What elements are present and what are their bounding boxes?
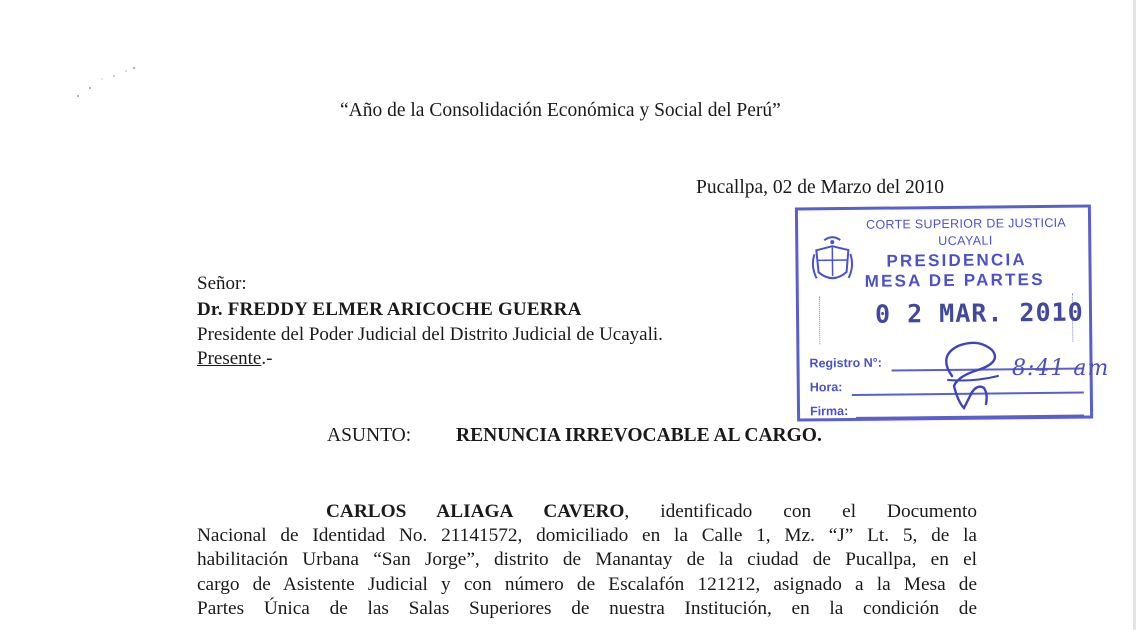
presente-suffix: .- [261,348,273,369]
sender-name: CARLOS ALIAGA CAVERO [326,501,625,522]
stamp-field-registro: Registro N°: [809,355,882,371]
subject-text: RENUNCIA IRREVOCABLE AL CARGO. [456,425,822,446]
stamp-office-mesa-de-partes: MESA DE PARTES [864,269,1045,291]
subject-label: ASUNTO: [327,425,412,446]
stamp-field-firma: Firma: [809,404,849,419]
presente-word: Presente [197,348,262,369]
year-motto: “Año de la Consolidación Económica y Social del Perú” [340,100,781,121]
salutation: Señor: [197,273,247,294]
stamp-received-date: 0 2 MAR. 2010 [874,297,1084,329]
body-line-4: cargo de Asistente Judicial y con número de Escalafón 121212, asignado a la Mesa de [197,573,977,595]
presente-line [197,348,272,370]
stamp-office-presidencia: PRESIDENCIA [886,250,1027,271]
date-line: Pucallpa, 02 de Marzo del 2010 [696,177,945,198]
body-line-3: habilitación Urbana “San Jorge”, distrito de Manantay de la ciudad de Pucallpa, en el [197,549,977,571]
body-line-2: Nacional de Identidad No. 21141572, domiciliado en la Calle 1, Mz. “J” Lt. 5, de la [197,525,977,547]
scan-specks [74,62,144,102]
stamp-region: UCAYALI [938,233,993,249]
stamp-field-hora: Hora: [809,380,843,395]
body-line-5: Partes Única de las Salas Superiores de nuestra Institución, en la condición de [197,597,977,619]
page-edge-shadow [1133,0,1136,630]
stamp-court: CORTE SUPERIOR DE JUSTICIA [865,215,1067,232]
handwritten-time: 8:41 am [1012,356,1110,381]
body-line-1 [197,500,977,524]
body-line-1-rest: , identificado con el Documento [624,501,977,522]
addressee-position: Presidente del Poder Judicial del Distrito Judicial de Ucayali. [197,324,663,345]
addressee-name: Dr. FREDDY ELMER ARICOCHE GUERRA [197,299,582,320]
letter-body [197,500,977,621]
coat-of-arms-icon [808,232,857,290]
